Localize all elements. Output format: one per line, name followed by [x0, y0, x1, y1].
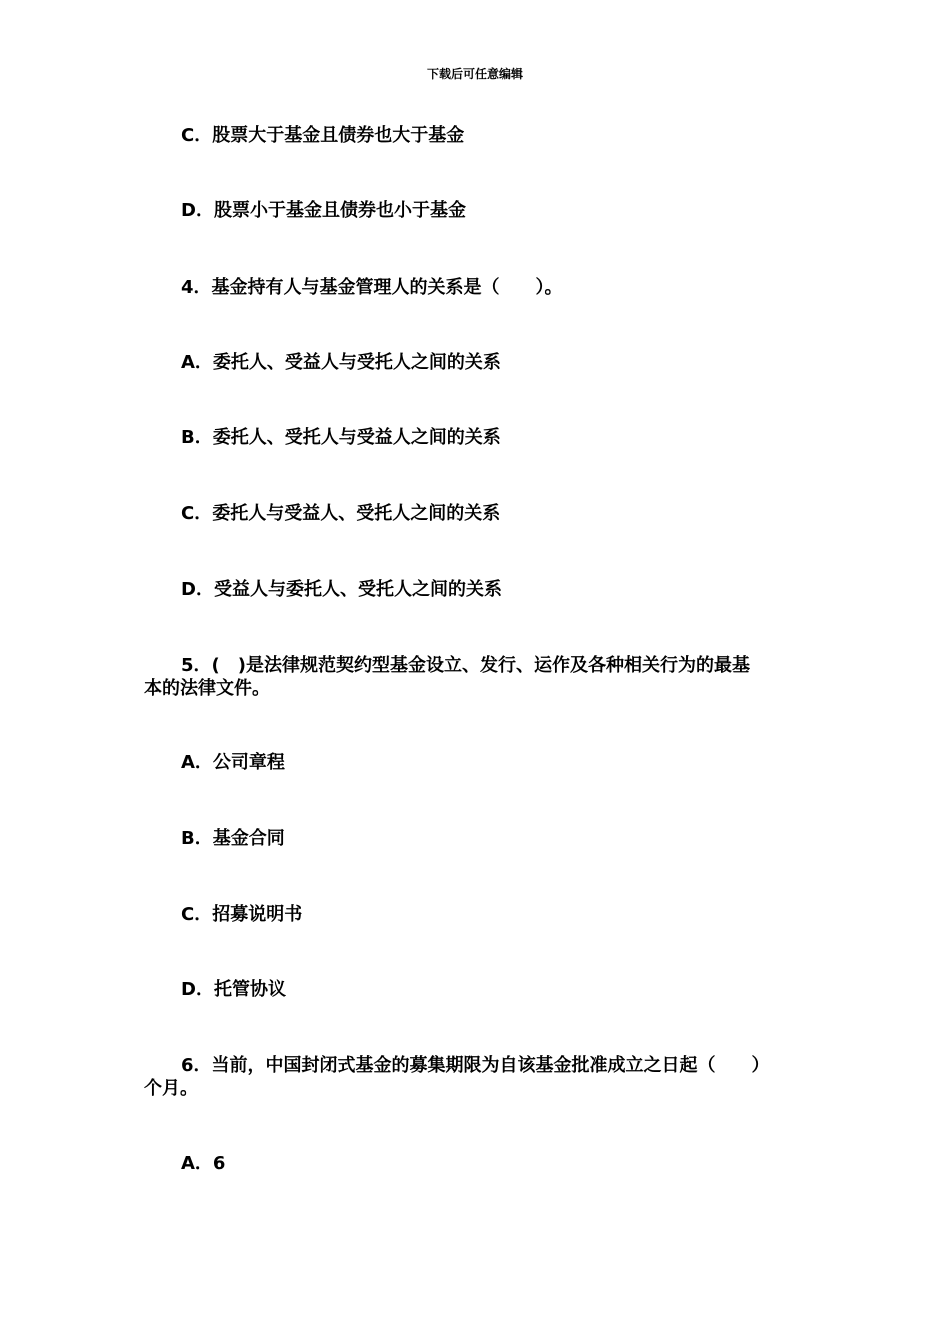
option-a-q5: A．公司章程 — [181, 752, 285, 773]
option-d-q5: D．托管协议 — [181, 979, 286, 1000]
question-6-continued: 个月。 — [144, 1078, 198, 1099]
option-b-q4: B．委托人、受托人与受益人之间的关系 — [181, 427, 501, 448]
option-c-q5: C．招募说明书 — [181, 904, 303, 925]
question-6: 6．当前，中国封闭式基金的募集期限为自该基金批准成立之日起（ ） — [181, 1055, 770, 1076]
page-header: 下载后可任意编辑 — [426, 67, 523, 81]
option-d-q4: D．受益人与委托人、受托人之间的关系 — [181, 579, 502, 600]
option-a-q6: A．6 — [181, 1153, 226, 1174]
option-c-q4: C．委托人与受益人、受托人之间的关系 — [181, 503, 501, 524]
option-b-q5: B．基金合同 — [181, 828, 285, 849]
question-5-continued: 本的法律文件。 — [144, 678, 270, 699]
option-d-q3: D．股票小于基金且债券也小于基金 — [181, 200, 466, 221]
option-a-q4: A．委托人、受益人与受托人之间的关系 — [181, 352, 501, 373]
question-4: 4．基金持有人与基金管理人的关系是（ ）。 — [181, 277, 563, 298]
option-c-q3: C．股票大于基金且债券也大于基金 — [181, 125, 465, 146]
question-5: 5．( )是法律规范契约型基金设立、发行、运作及各种相关行为的最基 — [181, 655, 750, 676]
